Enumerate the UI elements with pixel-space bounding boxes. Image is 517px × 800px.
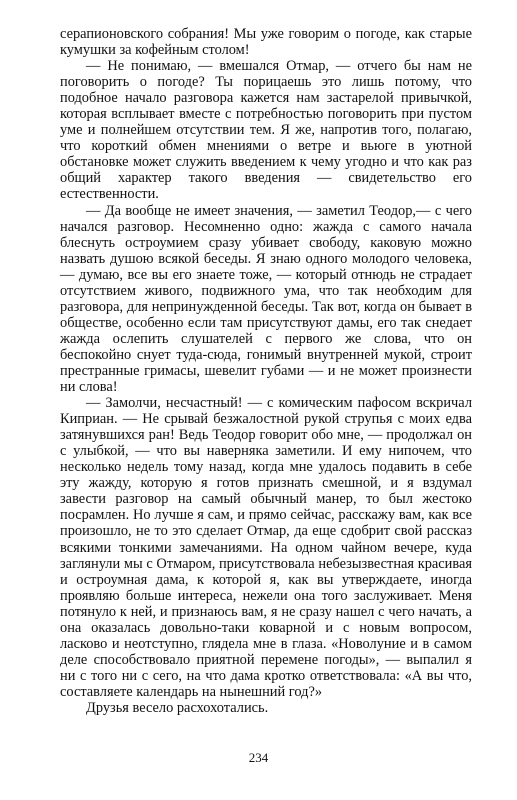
paragraph-theodor: — Да вообще не имеет значения, — заметил Теодор,— с чего начался разговор. Несомненно одно: жажда с самого начала блеснуть остроумием сразу убивает свободу, каковую можно назвать душою всякой беседы. Я знаю одного молодого человека, — думаю, все вы его знаете тоже, — который отнюдь не страдает отсутствием живого, подвижного ума, что так необходим для разговора, для непринужденной беседы. Так вот, когда он бывает в обществе, особенно если там присутствуют дамы, его так снедает жажда ослепить слушателей с первого же слова, что он беспокойно снует туда-сюда, гонимый внутренней мукой, строит престранные гримасы, шевелит губами — и не может произнести ни слова!: [60, 202, 472, 396]
paragraph-continuation: серапионовского собрания! Мы уже говорим о погоде, как старые кумушки за кофейным столом!: [60, 26, 472, 59]
body-text: [60, 26, 472, 716]
page-number: 234: [248, 750, 269, 765]
paragraph-closing: Друзья весело расхохотались.: [86, 699, 269, 716]
paragraph-kiprian: — Замолчи, несчастный! — с комическим пафосом вскричал Киприан. — Не срывай безжалостной рукой струпья с моих едва затянувшихся ран! Ведь Теодор говорит обо мне, — продолжал он с улыбкой, — что вы наверняка заметили. И ему нипочем, что несколько недель тому назад, когда мне удалось подавить в себе эту жажду, которую я готов признать смешной, и я вздумал завести разговор на самый обычный манер, то был жестоко посрамлен. Но лучше я сам, и прямо сейчас, расскажу вам, как все произошло, не то это сделает Отмар, да еще сдобрит свой рассказ всякими тонкими замечаниями. На одном чайном вечере, куда заглянули мы с Отмаром, присутствовала небезызвестная красивая и остроумная дама, к которой я, как вы утверждаете, иногда проявляю больше интереса, нежели она того заслуживает. Меня потянуло к ней, и признаюсь вам, я не сразу нашел с чего начать, а она оказалась довольно-таки коварной и с новым вопросом, ласково и неотступно, глядела мне в глаза. «Новолуние и в самом деле способствовало приятной перемене погоды», — выпалил я ни с того ни с сего, на что дама кротко ответствовала: «А вы что, составляете календарь на нынешний год?»: [60, 395, 472, 700]
paragraph-otmar: — Не понимаю, — вмешался Отмар, — отчего бы нам не поговорить о погоде? Ты порицаешь это лишь потому, что подобное начало разговора кажется нам застарелой привычкой, которая всплывает вместе с потребностью поговорить при пустом уме и полнейшем отсутствии тем. Я же, напротив того, полагаю, что короткий обмен мнениями о ветре и вьюге в уютной обстановке может служить введением к чему угодно и что как раз общий характер такого введения — свидетельство его естественности.: [60, 58, 472, 203]
